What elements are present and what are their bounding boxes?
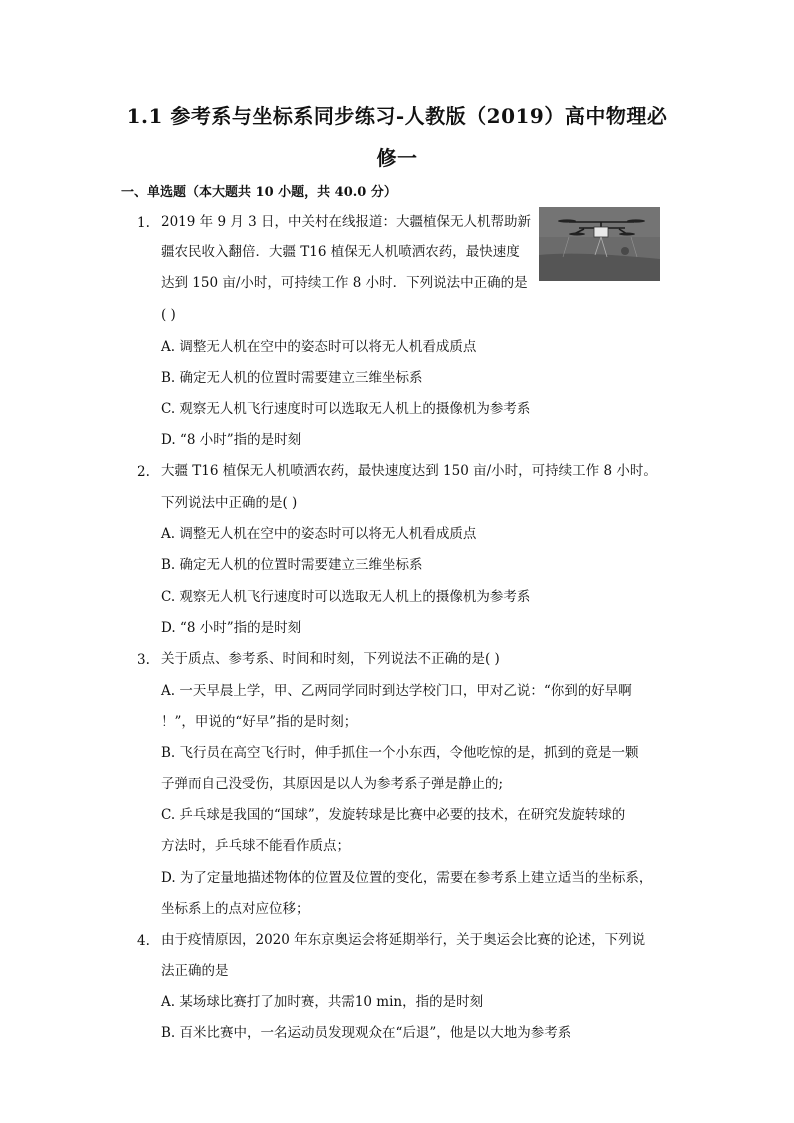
question-2-stem-line-1: 大疆 T16 植保无人机喷洒农药，最快速度达到 150 亩/小时，可持续工作 8 小时。 [161,463,657,479]
question-2-option-b: B. 确定无人机的位置时需要建立三维坐标系 [161,557,423,573]
drone-photo-graphic [539,207,660,281]
question-1-option-d: D. “8 小时”指的是时刻 [161,432,302,448]
question-1-option-c: C. 观察无人机飞行速度时可以选取无人机上的摄像机为参考系 [161,401,531,417]
question-2-option-d: D. “8 小时”指的是时刻 [161,620,302,636]
question-4-stem-line-1: 由于疫情原因，2020 年东京奥运会将延期举行，关于奥运会比赛的论述，下列说 [161,932,646,948]
drone-photo [539,207,660,281]
question-3-stem-line-1: 关于质点、参考系、时间和时刻，下列说法不正确的是( ) [161,651,500,667]
question-3-option-a-line-2: ！”，甲说的“好早”指的是时刻； [161,714,358,730]
question-3-option-b-line-1: B. 飞行员在高空飞行时，伸手抓住一个小东西，令他吃惊的是，抓到的竟是一颗 [161,745,639,761]
question-3-option-d-line-2: 坐标系上的点对应位移； [161,901,310,917]
question-4-option-b: B. 百米比赛中，一名运动员发现观众在“后退”，他是以大地为参考系 [161,1025,572,1041]
question-3-option-a-line-1: A. 一天早晨上学，甲、乙两同学同时到达学校门口，甲对乙说：“你到的好早啊 [161,683,632,699]
question-1-stem-line-2: 疆农民收入翻倍．大疆 T16 植保无人机喷洒农药，最快速度 [161,244,520,260]
question-3-number: 3. [137,652,150,668]
question-1-number: 1. [137,215,150,231]
question-2-stem-line-2: 下列说法中正确的是( ) [161,495,298,511]
question-4-option-a: A. 某场球比赛打了加时赛，共需10 min，指的是时刻 [161,994,484,1010]
document-title-line-1: 1.1 参考系与坐标系同步练习-人教版（2019）高中物理必 [126,104,668,128]
question-2-option-c: C. 观察无人机飞行速度时可以选取无人机上的摄像机为参考系 [161,589,531,605]
question-1-option-a: A. 调整无人机在空中的姿态时可以将无人机看成质点 [161,339,477,355]
question-1-stem-line-3: 达到 150 亩/小时，可持续工作 8 小时．下列说法中正确的是 [161,275,528,291]
question-1-stem-line-4: ( ) [161,307,176,323]
question-1-option-b: B. 确定无人机的位置时需要建立三维坐标系 [161,370,423,386]
question-3-option-b-line-2: 子弹而自己没受伤，其原因是以人为参考系子弹是静止的; [161,776,504,792]
document-title-line-2: 修一 [376,146,418,170]
question-1-stem-line-1: 2019 年 9 月 3 日，中关村在线报道：大疆植保无人机帮助新 [161,214,531,230]
section-heading: 一、单选题（本大题共 10 小题，共 40.0 分） [121,185,397,200]
question-4-number: 4. [137,933,150,949]
question-3-option-c-line-2: 方法时，乒乓球不能看作质点； [161,838,350,854]
question-3-option-c-line-1: C. 乒乓球是我国的“国球”，发旋转球是比赛中必要的技术，在研究发旋转球的 [161,807,626,823]
question-4-stem-line-2: 法正确的是 [161,963,229,979]
question-2-option-a: A. 调整无人机在空中的姿态时可以将无人机看成质点 [161,526,477,542]
question-3-option-d-line-1: D. 为了定量地描述物体的位置及位置的变化，需要在参考系上建立适当的坐标系， [161,870,653,886]
question-2-number: 2. [137,464,150,480]
